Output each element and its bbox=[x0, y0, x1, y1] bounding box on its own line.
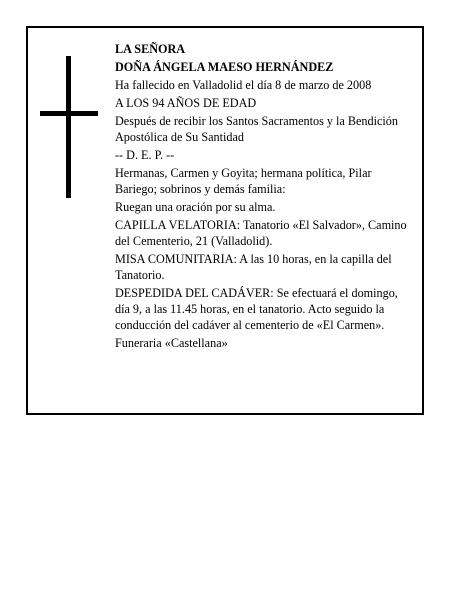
latin-cross-icon bbox=[40, 56, 100, 198]
cross-horizontal-bar bbox=[40, 111, 98, 116]
sacraments-statement: Después de recibir los Santos Sacramentos y la Bendición Apostólica de Su Santidad bbox=[115, 114, 398, 144]
age-statement: A LOS 94 AÑOS DE EDAD bbox=[115, 96, 257, 110]
cross-vertical-bar bbox=[66, 56, 71, 198]
funeral-home: Funeraria «Castellana» bbox=[115, 336, 228, 350]
prayer-request: Ruegan una oración por su alma. bbox=[115, 200, 276, 214]
death-statement: Ha fallecido en Valladolid el día 8 de marzo de 2008 bbox=[115, 78, 372, 92]
obituary-notice bbox=[26, 26, 424, 415]
chapel-info: CAPILLA VELATORIA: Tanatorio «El Salvador», Camino del Cementerio, 21 (Valladolid). bbox=[115, 218, 407, 248]
title-line-1: LA SEÑORA bbox=[115, 42, 186, 56]
mass-info: MISA COMUNITARIA: A las 10 horas, en la capilla del Tanatorio. bbox=[115, 252, 392, 282]
dep-line: -- D. E. P. -- bbox=[115, 148, 175, 162]
family-statement: Hermanas, Carmen y Goyita; hermana política, Pilar Bariego; sobrinos y demás familia: bbox=[115, 166, 372, 196]
notice-text bbox=[115, 41, 415, 353]
farewell-info: DESPEDIDA DEL CADÁVER: Se efectuará el domingo, día 9, a las 11.45 horas, en el tanatorio. Acto seguido la conducción del cadáver al cementerio de «El Carmen». bbox=[115, 286, 398, 332]
deceased-name: DOÑA ÁNGELA MAESO HERNÁNDEZ bbox=[115, 60, 334, 74]
